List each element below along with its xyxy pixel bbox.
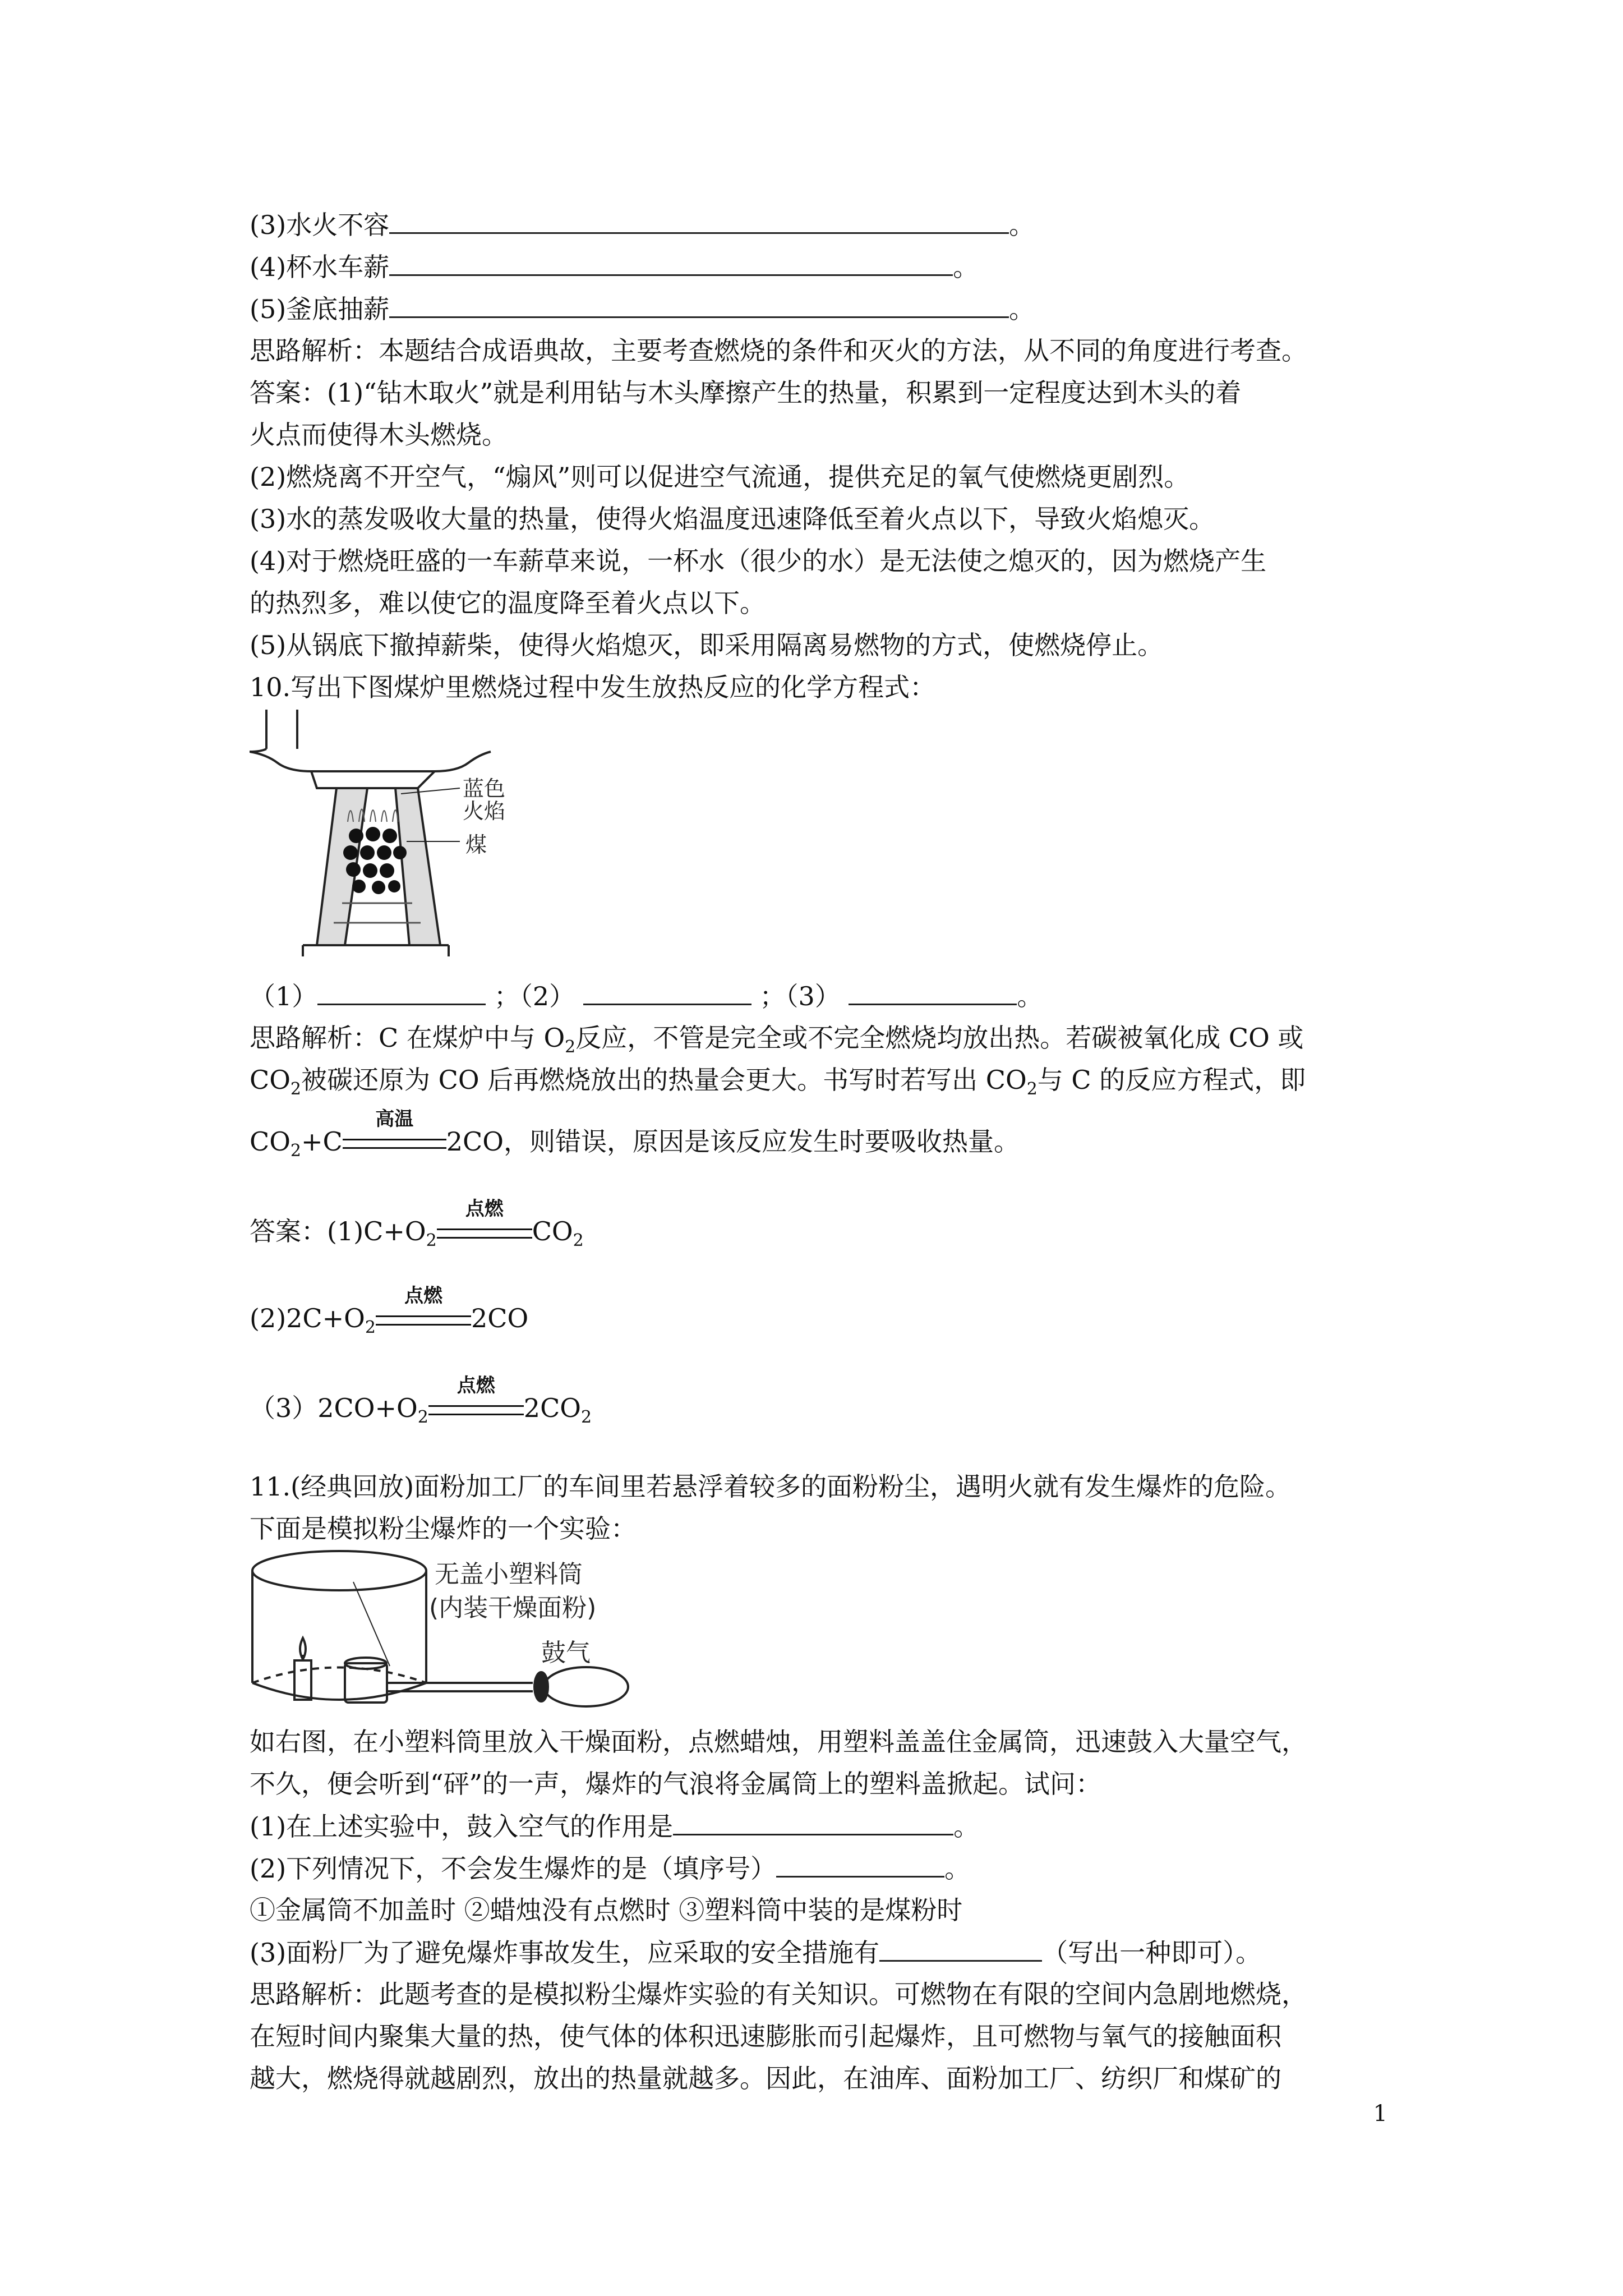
text: 2CO xyxy=(471,1303,529,1333)
text: 被碳还原为 CO 后再燃烧放出的热量会更大。书写时若写出 CO xyxy=(301,1065,1027,1095)
answer-blank-11-1[interactable] xyxy=(673,1809,953,1835)
q9-item-5 xyxy=(250,292,1035,326)
answer-9-5: (5)从锅底下撤掉薪柴，使得火焰熄灭，即采用隔离易燃物的方式，使燃烧停止。 xyxy=(250,630,1164,660)
text: 2CO，则错误，原因是该反应发生时要吸收热量。 xyxy=(446,1126,1020,1157)
subscript: 2 xyxy=(365,1318,376,1337)
q9-item-4-text: (4)杯水车薪 xyxy=(250,252,390,282)
subscript: 2 xyxy=(290,1079,302,1099)
subscript: 2 xyxy=(417,1407,428,1427)
answer-blank-11-3[interactable] xyxy=(879,1935,1042,1962)
equation-arrow-ignite xyxy=(428,1374,524,1425)
answer-10-1 xyxy=(250,1198,584,1250)
question-11-3 xyxy=(250,1935,1261,1970)
text: CO xyxy=(250,1126,291,1157)
equation-arrow-ignite xyxy=(376,1285,471,1335)
answer-blank-10-2[interactable] xyxy=(583,979,751,1005)
q9-item-3-text: (3)水火不容 xyxy=(250,210,390,240)
answer-9-4a: (4)对于燃烧旺盛的一车薪草来说，一杯水（很少的水）是无法使之熄灭的，因为燃烧产生 xyxy=(250,546,1267,576)
label-blue-1: 蓝色 xyxy=(463,776,506,801)
dust-explosion-figure xyxy=(250,1548,709,1717)
question-11-2 xyxy=(250,1851,970,1885)
analysis-10-line2 xyxy=(250,1063,1306,1097)
text: 思路解析：C 在煤炉中与 O xyxy=(250,1023,565,1053)
label-dry-flour: (内装干燥面粉) xyxy=(429,1594,597,1622)
answer-blank-3[interactable] xyxy=(389,208,1009,234)
q9-item-4 xyxy=(250,250,979,284)
text: 答案：(1)C+O xyxy=(250,1216,426,1246)
answer-10-2 xyxy=(250,1285,529,1337)
subscript: 2 xyxy=(290,1141,302,1161)
separator: ； xyxy=(494,981,520,1011)
equation-arrow-ignite xyxy=(437,1198,532,1248)
text: 2CO xyxy=(523,1393,581,1423)
double-bar xyxy=(343,1139,446,1149)
text: (3)面粉厂为了避免爆炸事故发生，应采取的安全措施有 xyxy=(250,1938,880,1968)
period: 。 xyxy=(1009,294,1035,324)
answer-blank-4[interactable] xyxy=(389,250,953,276)
q9-item-5-text: (5)釜底抽薪 xyxy=(250,294,390,324)
analysis-11-line3: 越大，燃烧得就越剧烈，放出的热量就越多。因此，在油库、面粉加工厂、纺织厂和煤矿的 xyxy=(250,2063,1281,2093)
text: CO xyxy=(532,1216,573,1246)
q9-item-3 xyxy=(250,208,1035,242)
subscript: 2 xyxy=(580,1407,592,1427)
subscript: 2 xyxy=(1026,1079,1038,1099)
page-number: 1 xyxy=(1373,2101,1387,2127)
coal-stove-figure xyxy=(250,710,541,973)
answer-9-3: (3)水的蒸发吸收大量的热量，使得火焰温度迅速降低至着火点以下，导致火焰熄灭。 xyxy=(250,504,1215,534)
question-11-desc2: 不久，便会听到“砰”的一声，爆炸的气浪将金属筒上的塑料盖掀起。试问： xyxy=(250,1769,1102,1799)
separator: ； xyxy=(759,981,786,1011)
label-blow-air: 鼓气 xyxy=(541,1639,591,1667)
period: 。 xyxy=(1009,210,1035,240)
question-11-desc1: 如右图，在小塑料筒里放入干燥面粉，点燃蜡烛，用塑料盖盖住金属筒，迅速鼓入大量空气， xyxy=(250,1727,1307,1757)
condition-label: 点燃 xyxy=(404,1285,442,1307)
label-blue-2: 火焰 xyxy=(463,799,506,823)
answer-9-2: (2)燃烧离不开空气，“煽风”则可以促进空气流通，提供充足的氧气使燃烧更剧烈。 xyxy=(250,462,1190,492)
answer-blank-10-1[interactable] xyxy=(317,979,486,1005)
text: （写出一种即可）。 xyxy=(1042,1938,1262,1968)
label-3: （3） xyxy=(785,981,841,1011)
text: +C xyxy=(301,1126,343,1157)
subscript: 2 xyxy=(426,1231,437,1250)
text: （3）2CO+O xyxy=(250,1393,418,1423)
period: 。 xyxy=(1017,981,1043,1011)
label-2: （2） xyxy=(519,981,575,1011)
analysis-9: 思路解析：本题结合成语典故，主要考查燃烧的条件和灭火的方法，从不同的角度进行考查。 xyxy=(250,335,1307,366)
double-bar xyxy=(376,1315,471,1326)
text: CO xyxy=(250,1065,291,1095)
question-11-1 xyxy=(250,1809,979,1843)
answer-9-1a: 答案：(1)“钻木取火”就是利用钻与木头摩擦产生的热量，积累到一定程度达到木头的着 xyxy=(250,378,1242,408)
answer-10-3 xyxy=(250,1374,592,1427)
text: (1)在上述实验中，鼓入空气的作用是 xyxy=(250,1811,674,1842)
coal-stove-drawing xyxy=(250,710,541,973)
text: 反应，不管是完全或不完全燃烧均放出热。若碳被氧化成 CO 或 xyxy=(575,1023,1304,1053)
q10-answer-blanks xyxy=(250,979,1043,1013)
double-bar xyxy=(437,1228,532,1239)
label-coal: 煤 xyxy=(465,832,487,857)
period: 。 xyxy=(953,252,979,282)
condition-label: 点燃 xyxy=(465,1198,504,1220)
text: (2)下列情况下，不会发生爆炸的是（填序号） xyxy=(250,1853,777,1884)
double-bar xyxy=(428,1405,524,1415)
subscript: 2 xyxy=(565,1037,576,1057)
analysis-11-line2: 在短时间内聚集大量的热，使气体的体积迅速膨胀而引起爆炸，且可燃物与氧气的接触面积 xyxy=(250,2021,1281,2051)
subscript: 2 xyxy=(573,1231,584,1250)
analysis-10-line3 xyxy=(250,1108,1020,1161)
equation-arrow-high-temp xyxy=(343,1108,446,1158)
text: (2)2C+O xyxy=(250,1303,365,1333)
period: 。 xyxy=(944,1853,971,1884)
answer-blank-11-2[interactable] xyxy=(776,1851,944,1878)
label-1: （1） xyxy=(250,981,318,1011)
text: 与 C 的反应方程式，即 xyxy=(1037,1065,1306,1095)
label-plastic-cup: 无盖小塑料筒 xyxy=(435,1560,583,1589)
question-10: 10.写出下图煤炉里燃烧过程中发生放热反应的化学方程式： xyxy=(250,672,936,702)
condition-label: 高温 xyxy=(375,1108,414,1130)
question-11-line1: 11.(经典回放)面粉加工厂的车间里若悬浮着较多的面粉粉尘，遇明火就有发生爆炸的危险。 xyxy=(250,1471,1292,1502)
answer-blank-10-3[interactable] xyxy=(849,979,1017,1005)
question-11-options: ①金属筒不加盖时 ②蜡烛没有点燃时 ③塑料筒中装的是煤粉时 xyxy=(250,1895,963,1925)
answer-9-4b: 的热烈多，难以使它的温度降至着火点以下。 xyxy=(250,588,766,618)
condition-label: 点燃 xyxy=(457,1374,495,1397)
answer-blank-5[interactable] xyxy=(389,292,1009,318)
answer-9-1b: 火点而使得木头燃烧。 xyxy=(250,420,508,450)
period: 。 xyxy=(953,1811,980,1842)
question-11-line2: 下面是模拟粉尘爆炸的一个实验： xyxy=(250,1513,637,1544)
analysis-11-line1: 思路解析：此题考查的是模拟粉尘爆炸实验的有关知识。可燃物在有限的空间内急剧地燃烧， xyxy=(250,1979,1307,2009)
analysis-10-line1 xyxy=(250,1021,1303,1055)
